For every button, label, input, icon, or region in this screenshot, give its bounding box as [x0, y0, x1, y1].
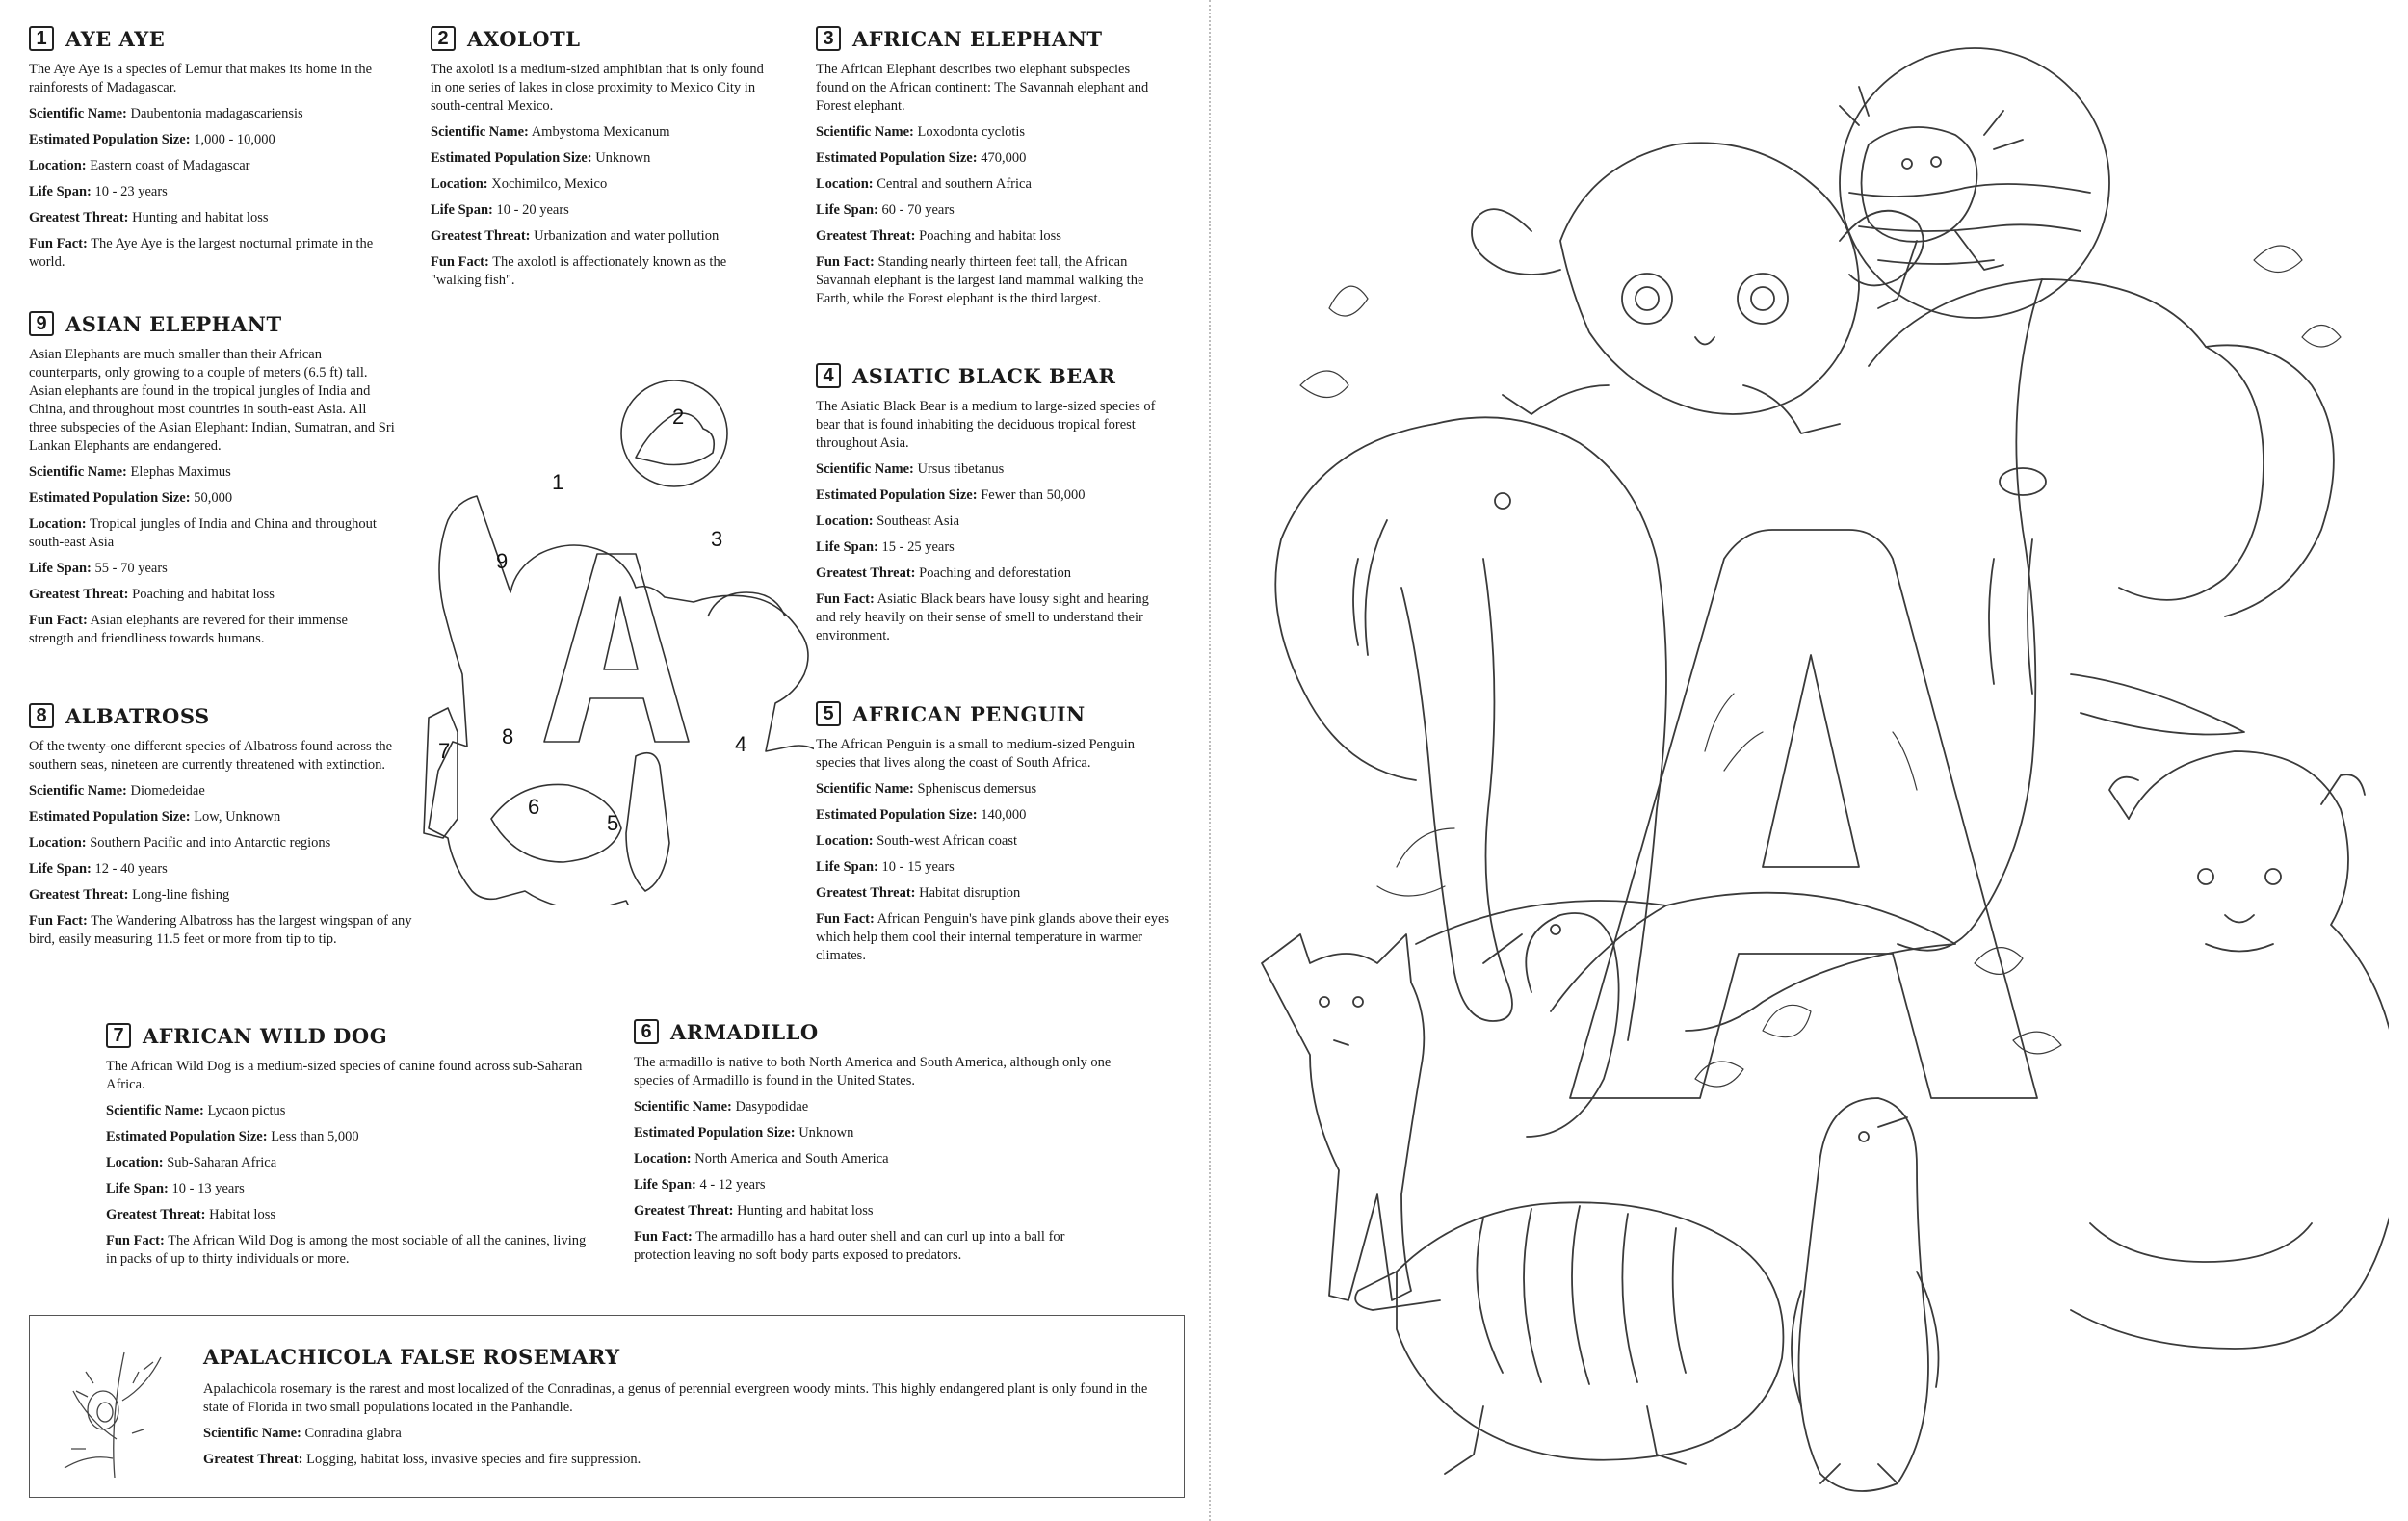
- life-span: Life Span: 10 - 15 years: [816, 859, 955, 875]
- entry-african-wild-dog: [106, 1023, 588, 1276]
- key-map-penguin: [626, 753, 669, 891]
- entry-number: 6: [634, 1019, 659, 1044]
- coloring-illustration: [1243, 19, 2389, 1493]
- plant-greatest-threat: Greatest Threat: Logging, habitat loss, invasive species and fire suppression.: [203, 1452, 641, 1467]
- location: Location: Xochimilco, Mexico: [431, 176, 608, 192]
- entry-number: 7: [106, 1023, 131, 1048]
- population-size: Estimated Population Size: 1,000 - 10,000: [29, 132, 275, 147]
- scientific-name: Scientific Name: Ambystoma Mexicanum: [431, 124, 670, 140]
- entry-title: ALBATROSS: [65, 703, 210, 728]
- entry-description: The Asiatic Black Bear is a medium to large-sized species of bear that is found inhabiting the deciduous tropical forest throughout Asia.: [816, 399, 1156, 451]
- population-size: Estimated Population Size: 50,000: [29, 490, 233, 506]
- life-span: Life Span: 12 - 40 years: [29, 861, 168, 877]
- key-number-3: 3: [711, 527, 723, 551]
- rosemary-illustration: [47, 1333, 182, 1487]
- greatest-threat: Greatest Threat: Hunting and habitat loss: [634, 1203, 874, 1219]
- entry-description: The African Elephant describes two elephant subspecies found on the African continent: The Savannah elephant and Forest elephant.: [816, 62, 1149, 114]
- key-number-2: 2: [672, 405, 685, 429]
- entry-description: The armadillo is native to both North America and South America, although only one species of Armadillo is found in the United States.: [634, 1055, 1112, 1088]
- plant-title: APALACHICOLA FALSE ROSEMARY: [203, 1345, 620, 1369]
- entry-title: AYE AYE: [65, 26, 166, 51]
- penguin-drawing: [1792, 1098, 1939, 1491]
- fun-fact: Fun Fact: The Aye Aye is the largest nocturnal primate in the world.: [29, 236, 374, 270]
- location: Location: South-west African coast: [816, 833, 1018, 849]
- entry-title: AFRICAN PENGUIN: [852, 701, 1086, 726]
- location: Location: Sub-Saharan Africa: [106, 1155, 277, 1170]
- entry-asiatic-black-bear: [816, 363, 1172, 653]
- scientific-name: Scientific Name: Spheniscus demersus: [816, 781, 1037, 797]
- population-size: Estimated Population Size: Less than 5,000: [106, 1129, 359, 1144]
- population-size: Estimated Population Size: Fewer than 50,000: [816, 487, 1086, 503]
- page-divider: [1209, 0, 1211, 1521]
- scientific-name: Scientific Name: Elephas Maximus: [29, 464, 231, 480]
- entry-number: 5: [816, 701, 841, 726]
- life-span: Life Span: 10 - 23 years: [29, 184, 168, 199]
- life-span: Life Span: 60 - 70 years: [816, 202, 955, 218]
- fun-fact: Fun Fact: The axolotl is affectionately known as the "walking fish".: [431, 254, 727, 288]
- life-span: Life Span: 4 - 12 years: [634, 1177, 766, 1193]
- entry-description: Of the twenty-one different species of Albatross found across the southern seas, nineteen are currently threatened with extinction.: [29, 739, 393, 773]
- entry-armadillo: [634, 1019, 1115, 1272]
- scientific-name: Scientific Name: Daubentonia madagascariensis: [29, 106, 303, 121]
- entry-axolotl: [431, 26, 777, 298]
- key-map-silhouette: [429, 496, 814, 905]
- african-elephant-drawing: [1869, 279, 2334, 951]
- population-size: Estimated Population Size: Unknown: [634, 1125, 854, 1141]
- entry-description: The Aye Aye is a species of Lemur that makes its home in the rainforests of Madagascar.: [29, 62, 373, 95]
- entry-description: The axolotl is a medium-sized amphibian that is only found in one series of lakes in close proximity to Mexico City in south-central Mexico.: [431, 62, 764, 114]
- key-number-6: 6: [528, 795, 540, 819]
- aye-aye-drawing: [1472, 143, 1924, 433]
- greatest-threat: Greatest Threat: Habitat disruption: [816, 885, 1021, 901]
- location: Location: Southern Pacific and into Antarctic regions: [29, 835, 331, 851]
- letter-a-drawing: [1570, 530, 2037, 1098]
- entry-description: The African Wild Dog is a medium-sized species of canine found across sub-Saharan Africa.: [106, 1059, 583, 1092]
- key-map-dog: [424, 708, 458, 838]
- greatest-threat: Greatest Threat: Urbanization and water pollution: [431, 228, 720, 244]
- entry-description: Asian Elephants are much smaller than their African counterparts, only growing to a couple of meters (6.5 ft) tall. Asian elephants are found in the tropical jungles of India and China, and throughout most countries in south-east Asia. All three subspecies of the Asian Elephant: Indian, Sumatran, and Sri Lankan Elephants are endangered.: [29, 347, 395, 454]
- key-number-8: 8: [502, 724, 514, 748]
- location: Location: North America and South America: [634, 1151, 889, 1167]
- entry-title: ARMADILLO: [670, 1019, 819, 1044]
- wild-dog-drawing: [1262, 934, 1424, 1300]
- entry-african-elephant: [816, 26, 1163, 316]
- greatest-threat: Greatest Threat: Hunting and habitat loss: [29, 210, 269, 225]
- location: Location: Tropical jungles of India and China and throughout south-east Asia: [29, 516, 377, 550]
- plant-description: Apalachicola rosemary is the rarest and most localized of the Conradinas, a genus of perennial evergreen woody mints. This highly endangered plant is only found in the state of Florida in two small populations located in the Panhandle.: [203, 1381, 1148, 1415]
- axolotl-drawing: [1840, 87, 2023, 308]
- life-span: Life Span: 10 - 13 years: [106, 1181, 245, 1196]
- plant-scientific-name: Scientific Name: Conradina glabra: [203, 1426, 402, 1441]
- fun-fact: Fun Fact: The Wandering Albatross has the largest wingspan of any bird, easily measuring 11.5 feet or more from tip to tip.: [29, 913, 412, 947]
- greatest-threat: Greatest Threat: Poaching and habitat loss: [29, 587, 275, 602]
- plant-box: [29, 1315, 1185, 1498]
- population-size: Estimated Population Size: Low, Unknown: [29, 809, 281, 825]
- entry-number: 9: [29, 311, 54, 336]
- life-span: Life Span: 15 - 25 years: [816, 539, 955, 555]
- fun-fact: Fun Fact: African Penguin's have pink glands above their eyes which help them cool their internal temperature in warmer climates.: [816, 911, 1170, 963]
- scientific-name: Scientific Name: Lycaon pictus: [106, 1103, 286, 1118]
- greatest-threat: Greatest Threat: Poaching and habitat loss: [816, 228, 1061, 244]
- location: Location: Eastern coast of Madagascar: [29, 158, 250, 173]
- greatest-threat: Greatest Threat: Poaching and deforestation: [816, 565, 1071, 581]
- scientific-name: Scientific Name: Loxodonta cyclotis: [816, 124, 1026, 140]
- key-map-armadillo: [491, 784, 621, 862]
- key-number-9: 9: [496, 549, 509, 573]
- entry-number: 8: [29, 703, 54, 728]
- entry-title: AFRICAN ELEPHANT: [852, 26, 1103, 51]
- entry-title: ASIATIC BLACK BEAR: [852, 363, 1116, 388]
- population-size: Estimated Population Size: 140,000: [816, 807, 1027, 823]
- location: Location: Central and southern Africa: [816, 176, 1032, 192]
- population-size: Estimated Population Size: Unknown: [431, 150, 651, 166]
- scientific-name: Scientific Name: Dasypodidae: [634, 1099, 809, 1115]
- entry-description: The African Penguin is a small to medium-sized Penguin species that lives along the coast of South Africa.: [816, 737, 1136, 771]
- entry-title: AXOLOTL: [467, 26, 581, 51]
- location: Location: Southeast Asia: [816, 513, 960, 529]
- greatest-threat: Greatest Threat: Long-line fishing: [29, 887, 230, 903]
- fun-fact: Fun Fact: The armadillo has a hard outer shell and can curl up into a ball for protection leaving no soft body parts exposed to predators.: [634, 1229, 1065, 1263]
- entry-albatross: [29, 703, 414, 957]
- entry-number: 1: [29, 26, 54, 51]
- life-span: Life Span: 55 - 70 years: [29, 561, 168, 576]
- entry-title: ASIAN ELEPHANT: [65, 311, 282, 336]
- key-number-7: 7: [438, 739, 451, 763]
- key-number-1: 1: [552, 470, 564, 494]
- key-number-5: 5: [607, 811, 619, 835]
- foliage-drawing: [1300, 246, 2341, 1087]
- fun-fact: Fun Fact: Standing nearly thirteen feet tall, the African Savannah elephant is the largest land mammal walking the Earth, while the Forest elephant is the third largest.: [816, 254, 1144, 306]
- entry-african-penguin: [816, 701, 1172, 973]
- entry-number: 3: [816, 26, 841, 51]
- fun-fact: Fun Fact: Asiatic Black bears have lousy sight and hearing and rely heavily on their sense of smell to understand their environment.: [816, 591, 1149, 643]
- sun-circle: [1840, 48, 2109, 318]
- black-bear-drawing: [2071, 751, 2389, 1349]
- entry-number: 2: [431, 26, 456, 51]
- entry-asian-elephant: [29, 311, 395, 656]
- entry-number: 4: [816, 363, 841, 388]
- entry-aye-aye: [29, 26, 395, 279]
- key-map: [400, 376, 814, 905]
- key-number-4: 4: [735, 732, 747, 756]
- population-size: Estimated Population Size: 470,000: [816, 150, 1027, 166]
- albatross-drawing: [1416, 893, 1955, 1137]
- scientific-name: Scientific Name: Ursus tibetanus: [816, 461, 1005, 477]
- key-map-a-letter: [544, 554, 689, 742]
- greatest-threat: Greatest Threat: Habitat loss: [106, 1207, 275, 1222]
- scientific-name: Scientific Name: Diomedeidae: [29, 783, 205, 799]
- entry-title: AFRICAN WILD DOG: [143, 1023, 388, 1048]
- fun-fact: Fun Fact: Asian elephants are revered for their immense strength and friendliness towards humans.: [29, 613, 348, 646]
- fun-fact: Fun Fact: The African Wild Dog is among the most sociable of all the canines, living in packs of up to thirty individuals or more.: [106, 1233, 587, 1267]
- life-span: Life Span: 10 - 20 years: [431, 202, 569, 218]
- armadillo-drawing: [1355, 1202, 1783, 1474]
